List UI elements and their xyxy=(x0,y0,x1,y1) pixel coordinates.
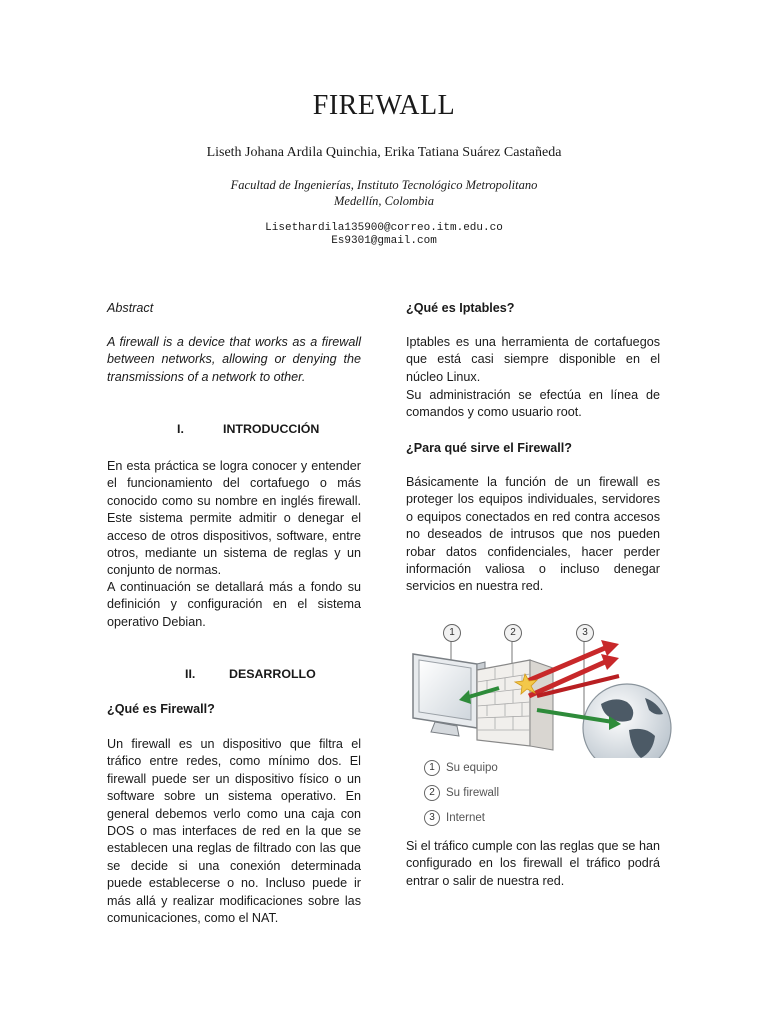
callout-circle: 3 xyxy=(576,624,594,642)
legend-label: Internet xyxy=(446,811,485,824)
legend-number: 3 xyxy=(424,810,440,826)
section-title: DESARROLLO xyxy=(229,667,316,681)
legend-item xyxy=(424,805,624,830)
abstract-text: A firewall is a device that works as a firewall between networks, allowing or denying the transmissions of a network to other. xyxy=(107,335,361,384)
iptables-paragraph-1: Iptables es una herramienta de cortafuegos que está casi siempre disponible en el núcleo Linux. xyxy=(406,335,660,384)
question-que-es-firewall: ¿Qué es Firewall? xyxy=(107,702,215,716)
intro-paragraph-1: En esta práctica se logra conocer y entender el funcionamiento del cortafuego o más conocido como su nombre en inglés firewall. Este sistema permite admitir o denegar el acceso de otros dispositivos, software, entre otros, mediante un sistema de reglas y un conjunto de normas. xyxy=(107,459,361,578)
legend-number: 1 xyxy=(424,760,440,776)
firewall-figure xyxy=(405,618,675,758)
legend-label: Su firewall xyxy=(446,786,500,799)
authors: Liseth Johana Ardila Quinchia, Erika Tatiana Suárez Castañeda xyxy=(206,145,562,160)
legend-label: Su equipo xyxy=(446,761,498,774)
firewall-definition-paragraph: Un firewall es un dispositivo que filtra el tráfico entre redes, como mínimo dos. El firewall puede ser un dispositivo físico o un software sobre un sistema operativo. En general debemos verlo como una caja con DOS o mas interfaces de red en la que se establecen una reglas de filtrado con las que se decide si una conexión determinada puede establecerse o no. Incluso puede ir más allá y realizar modificaciones sobre las comunicaciones, como el NAT. xyxy=(107,737,361,926)
callout-circle: 2 xyxy=(504,624,522,642)
callout-circle: 1 xyxy=(443,624,461,642)
purpose-paragraph: Básicamente la función de un firewall es proteger los equipos individuales, servidores o equipos conectados en red contra accesos no deseados de intrusos que nos pueden robar datos confidenciales, hacer perder información valiosa o incluso denegar servicios en nuestra red. xyxy=(406,475,660,594)
section-number: I. xyxy=(177,422,184,436)
iptables-paragraph-2: Su administración se efectúa en línea de comandos y como usuario root. xyxy=(406,388,660,420)
paper-title: FIREWALL xyxy=(312,90,456,121)
question-para-que-sirve: ¿Para qué sirve el Firewall? xyxy=(406,441,572,455)
figure-legend xyxy=(424,755,624,830)
section-title: INTRODUCCIÓN xyxy=(223,422,320,436)
intro-paragraph-2: A continuación se detallará más a fondo su definición y configuración en el sistema operativo Debian. xyxy=(107,580,361,629)
section-number: II. xyxy=(185,667,196,681)
affiliation-line-1: Facultad de Ingenierías, Instituto Tecnológico Metropolitano xyxy=(230,178,538,192)
email-2: Es9301@gmail.com xyxy=(331,235,437,247)
legend-item xyxy=(424,755,624,780)
closing-paragraph: Si el tráfico cumple con las reglas que se han configurado en los firewall el tráfico podrá entrar o salir de nuestra red. xyxy=(406,839,660,888)
email-1: Lisethardila135900@correo.itm.edu.co xyxy=(265,222,503,234)
question-que-es-iptables: ¿Qué es Iptables? xyxy=(406,301,515,315)
section-heading-desarrollo xyxy=(107,667,361,685)
section-heading-introduccion xyxy=(107,422,361,440)
legend-item xyxy=(424,780,624,805)
affiliation-line-2: Medellín, Colombia xyxy=(334,194,434,208)
abstract-heading: Abstract xyxy=(107,301,154,315)
legend-number: 2 xyxy=(424,785,440,801)
